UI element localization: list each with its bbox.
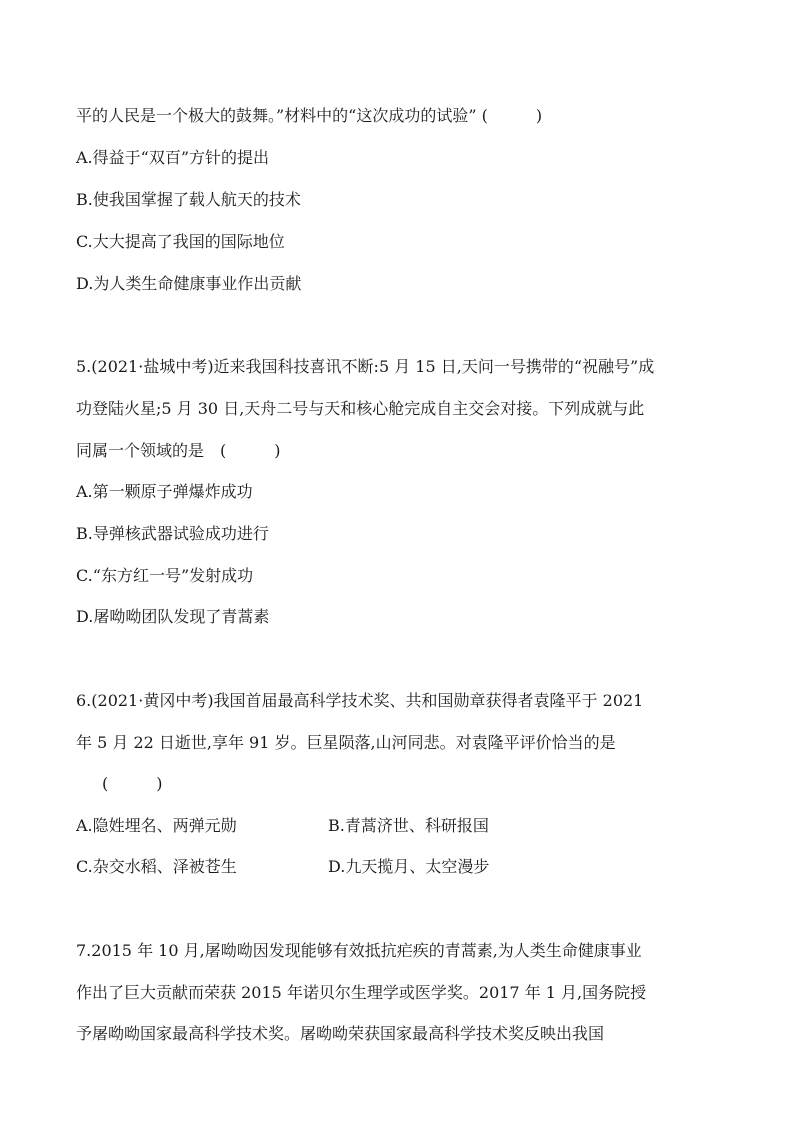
q4-stem-tail: 平的人民是一个极大的鼓舞。”材料中的“这次成功的试验” ( ) bbox=[76, 106, 543, 125]
q5-stem-line-1: 5.(2021·盐城中考)近来我国科技喜讯不断:5 月 15 日,天问一号携带的“祝融号”成 bbox=[76, 357, 655, 376]
q4-option-c: C.大大提高了我国的国际地位 bbox=[76, 232, 285, 251]
q7-stem-line-1: 7.2015 年 10 月,屠呦呦因发现能够有效抵抗疟疾的青蒿素,为人类生命健康事业 bbox=[76, 941, 642, 960]
q5-stem-line-2: 功登陆火星;5 月 30 日,天舟二号与天和核心舱完成自主交会对接。下列成就与此 bbox=[76, 399, 645, 418]
q5-option-b: B.导弹核武器试验成功进行 bbox=[76, 524, 269, 543]
q6-option-c: C.杂交水稻、泽被苍生 bbox=[76, 857, 237, 876]
q5-option-c: C.“东方红一号”发射成功 bbox=[76, 566, 254, 585]
q6-option-a: A.隐姓埋名、两弹元勋 bbox=[76, 816, 237, 835]
q4-option-a: A.得益于“双百”方针的提出 bbox=[76, 148, 270, 167]
q5-option-a: A.第一颗原子弹爆炸成功 bbox=[76, 482, 253, 501]
q5-option-d: D.屠呦呦团队发现了青蒿素 bbox=[76, 607, 270, 626]
q6-option-b: B.青蒿济世、科研报国 bbox=[328, 816, 489, 835]
q4-option-b: B.使我国掌握了载人航天的技术 bbox=[76, 190, 301, 209]
q6-stem-line-2: 年 5 月 22 日逝世,享年 91 岁。巨星陨落,山河同悲。对袁隆平评价恰当的是 bbox=[76, 733, 616, 752]
q5-stem-line-3: 同属一个领域的是 ( ) bbox=[76, 441, 281, 460]
q6-stem-line-3: ( ) bbox=[102, 774, 163, 793]
q7-stem-line-3: 予屠呦呦国家最高科学技术奖。屠呦呦荣获国家最高科学技术奖反映出我国 bbox=[76, 1024, 605, 1043]
q6-option-d: D.九天揽月、太空漫步 bbox=[328, 857, 490, 876]
q6-stem-line-1: 6.(2021·黄冈中考)我国首届最高科学技术奖、共和国勋章获得者袁隆平于 2021 bbox=[76, 691, 644, 710]
q7-stem-line-2: 作出了巨大贡献而荣获 2015 年诺贝尔生理学或医学奖。2017 年 1 月,国务院授 bbox=[76, 983, 647, 1002]
q4-option-d: D.为人类生命健康事业作出贡献 bbox=[76, 274, 302, 293]
